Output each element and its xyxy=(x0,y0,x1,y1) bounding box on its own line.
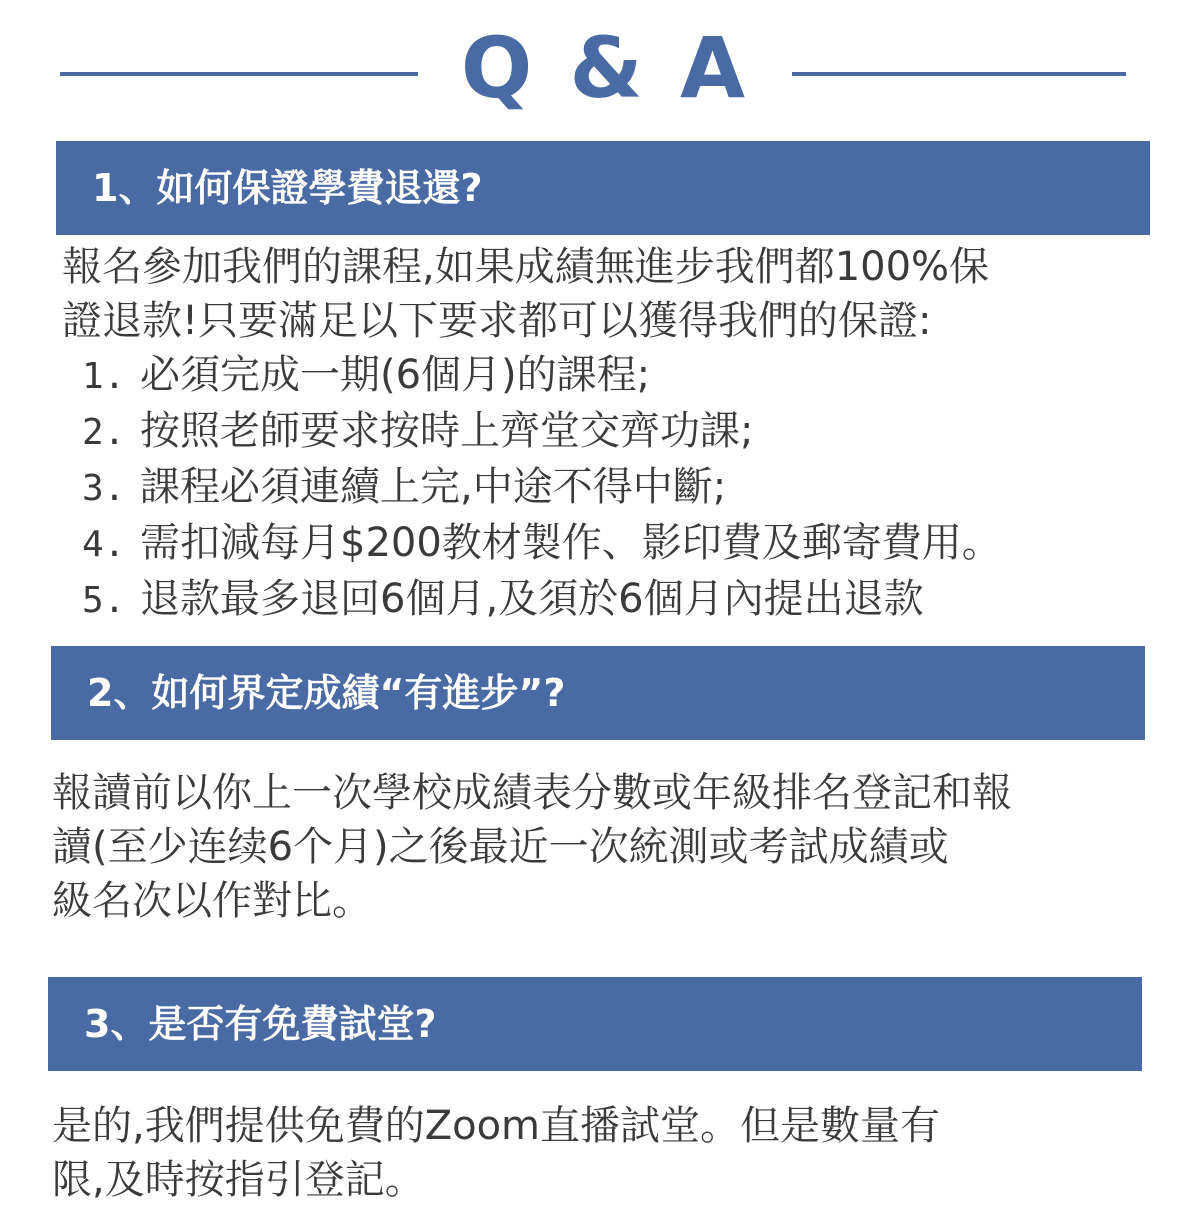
list-number: 2. xyxy=(82,412,126,453)
list-text: 需扣減每月$200教材製作、影印費及郵寄費用。 xyxy=(140,520,1002,566)
answer-2 xyxy=(52,766,1012,928)
list-item xyxy=(62,348,1002,404)
question-3-header: 3、是否有免費試堂? xyxy=(48,977,1142,1071)
list-number: 4. xyxy=(82,524,126,565)
list-item xyxy=(62,572,1002,628)
answer-2-line: 讀(至少连续6个月)之後最近一次統測或考試成績或 xyxy=(52,824,949,870)
answer-2-line: 級名次以作對比。 xyxy=(52,878,372,924)
answer-1 xyxy=(62,240,1002,628)
header-divider-right xyxy=(792,72,1126,76)
list-item xyxy=(62,460,1002,516)
question-1-header: 1、如何保證學費退還? xyxy=(56,141,1150,235)
answer-3-line: 限,及時按指引登記。 xyxy=(52,1157,425,1203)
list-item xyxy=(62,516,1002,572)
list-text: 必須完成一期(6個月)的課程; xyxy=(140,352,651,398)
answer-2-line: 報讀前以你上一次學校成績表分數或年級排名登記和報 xyxy=(52,770,1012,816)
list-text: 課程必須連續上完,中途不得中斷; xyxy=(140,464,727,510)
list-number: 5. xyxy=(82,580,126,621)
page-title: Q & A xyxy=(460,19,750,117)
answer-1-line: 報名參加我們的課程,如果成績無進步我們都100%保 xyxy=(62,244,990,290)
header-divider-left xyxy=(60,72,418,76)
answer-1-line: 證退款!只要滿足以下要求都可以獲得我們的保證: xyxy=(62,298,932,344)
conditions-list xyxy=(62,348,1002,628)
question-2-header: 2、如何界定成績“有進步”? xyxy=(51,646,1145,740)
list-text: 退款最多退回6個月,及須於6個月內提出退款 xyxy=(140,576,924,622)
list-number: 1. xyxy=(82,356,126,397)
answer-3-line: 是的,我們提供免費的Zoom直播試堂。但是數量有 xyxy=(52,1103,941,1149)
list-item xyxy=(62,404,1002,460)
page-header xyxy=(0,0,1200,140)
list-number: 3. xyxy=(82,468,126,509)
list-text: 按照老師要求按時上齊堂交齊功課; xyxy=(140,408,754,454)
answer-3 xyxy=(52,1099,940,1207)
